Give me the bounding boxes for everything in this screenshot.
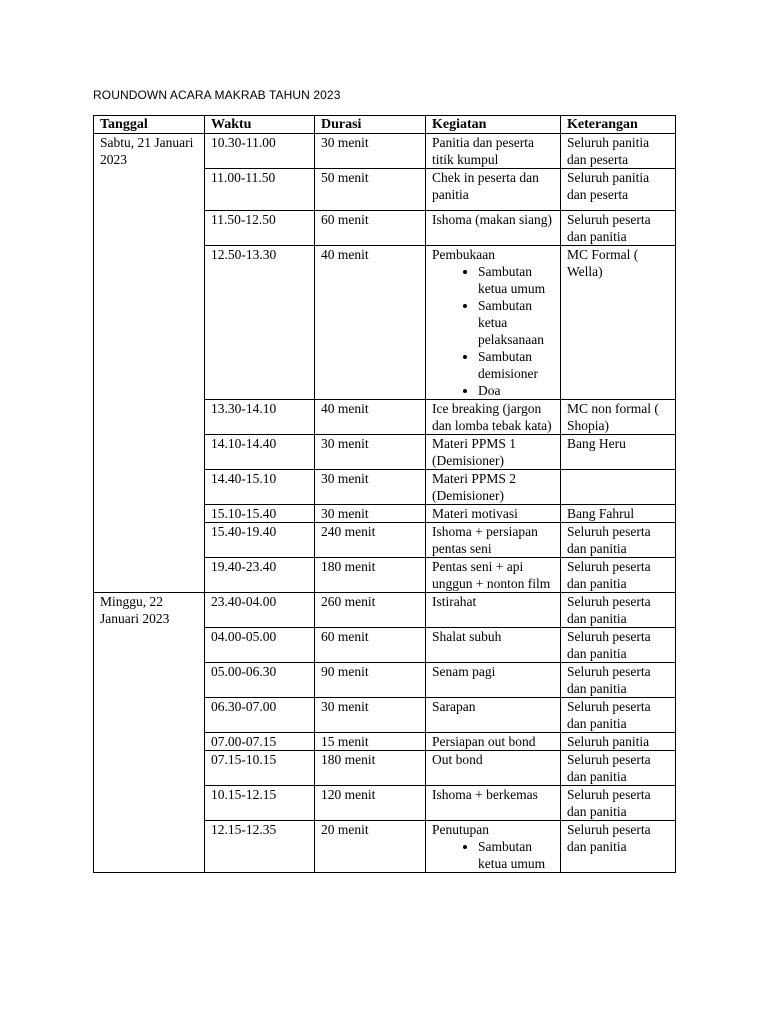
duration-cell: 90 menit [315,663,426,698]
duration-cell: 180 menit [315,558,426,593]
duration-cell: 30 menit [315,435,426,470]
duration-cell: 40 menit [315,246,426,400]
note-cell: Seluruh peserta dan panitia [561,211,676,246]
table-row [94,593,676,628]
activity-label: Pembukaan [432,247,495,262]
table-row [94,134,676,169]
list-item: • Sambutan ketua umum [478,263,554,297]
activity-cell [426,821,561,873]
note-cell: Seluruh peserta dan panitia [561,821,676,873]
activity-cell: Ishoma (makan siang) [426,211,561,246]
activity-cell: Persiapan out bond [426,733,561,751]
note-cell: MC Formal ( Wella) [561,246,676,400]
header-kegiatan: Kegiatan [426,116,561,134]
duration-cell: 30 menit [315,134,426,169]
note-cell: Seluruh peserta dan panitia [561,558,676,593]
header-tanggal: Tanggal [94,116,205,134]
activity-cell: Pentas seni + api unggun + nonton film [426,558,561,593]
time-cell: 10.15-12.15 [205,786,315,821]
time-cell: 07.15-10.15 [205,751,315,786]
list-item: • Sambutan demisioner [478,348,554,382]
time-cell: 07.00-07.15 [205,733,315,751]
duration-cell: 30 menit [315,698,426,733]
activity-cell: Ishoma + berkemas [426,786,561,821]
activity-bullet-list [432,263,554,399]
duration-cell: 180 menit [315,751,426,786]
list-item: • Doa [478,382,554,399]
activity-cell: Shalat subuh [426,628,561,663]
note-cell: Bang Fahrul [561,505,676,523]
activity-cell: Out bond [426,751,561,786]
time-cell: 23.40-04.00 [205,593,315,628]
time-cell: 05.00-06.30 [205,663,315,698]
duration-cell: 60 menit [315,211,426,246]
time-cell: 15.40-19.40 [205,523,315,558]
time-cell: 14.40-15.10 [205,470,315,505]
time-cell: 14.10-14.40 [205,435,315,470]
activity-bullet-list [432,838,554,872]
list-item: • Sambutan ketua pelaksanaan [478,297,554,348]
activity-cell: Chek in peserta dan panitia [426,169,561,211]
time-cell: 15.10-15.40 [205,505,315,523]
activity-cell [426,246,561,400]
note-cell: Seluruh panitia dan peserta [561,134,676,169]
time-cell: 06.30-07.00 [205,698,315,733]
activity-cell: Materi motivasi [426,505,561,523]
duration-cell: 20 menit [315,821,426,873]
time-cell: 10.30-11.00 [205,134,315,169]
note-cell: Seluruh panitia [561,733,676,751]
activity-label: Penutupan [432,822,489,837]
duration-cell: 15 menit [315,733,426,751]
time-cell: 04.00-05.00 [205,628,315,663]
duration-cell: 240 menit [315,523,426,558]
duration-cell: 40 menit [315,400,426,435]
note-cell: Seluruh peserta dan panitia [561,628,676,663]
note-cell: Seluruh peserta dan panitia [561,698,676,733]
activity-cell: Materi PPMS 2 (Demisioner) [426,470,561,505]
activity-cell: Istirahat [426,593,561,628]
date-cell: Sabtu, 21 Januari 2023 [94,134,205,593]
header-durasi: Durasi [315,116,426,134]
duration-cell: 50 menit [315,169,426,211]
note-cell: Seluruh peserta dan panitia [561,786,676,821]
activity-cell: Materi PPMS 1 (Demisioner) [426,435,561,470]
time-cell: 11.50-12.50 [205,211,315,246]
note-cell: Seluruh peserta dan panitia [561,663,676,698]
activity-cell: Sarapan [426,698,561,733]
duration-cell: 260 menit [315,593,426,628]
rundown-table [93,115,676,873]
duration-cell: 30 menit [315,505,426,523]
document-title: ROUNDOWN ACARA MAKRAB TAHUN 2023 [93,88,341,102]
duration-cell: 120 menit [315,786,426,821]
header-keterangan: Keterangan [561,116,676,134]
activity-cell: Ice breaking (jargon dan lomba tebak kata) [426,400,561,435]
date-cell: Minggu, 22 Januari 2023 [94,593,205,873]
time-cell: 13.30-14.10 [205,400,315,435]
note-cell [561,470,676,505]
note-cell: Seluruh panitia dan peserta [561,169,676,211]
activity-cell: Senam pagi [426,663,561,698]
header-waktu: Waktu [205,116,315,134]
time-cell: 12.15-12.35 [205,821,315,873]
note-cell: Bang Heru [561,435,676,470]
activity-cell: Ishoma + persiapan pentas seni [426,523,561,558]
note-cell: Seluruh peserta dan panitia [561,523,676,558]
time-cell: 12.50-13.30 [205,246,315,400]
time-cell: 11.00-11.50 [205,169,315,211]
duration-cell: 30 menit [315,470,426,505]
note-cell: MC non formal ( Shopia) [561,400,676,435]
list-item: • Sambutan ketua umum [478,838,554,872]
duration-cell: 60 menit [315,628,426,663]
note-cell: Seluruh peserta dan panitia [561,751,676,786]
time-cell: 19.40-23.40 [205,558,315,593]
table-body [94,134,676,873]
table-header-row [94,116,676,134]
note-cell: Seluruh peserta dan panitia [561,593,676,628]
activity-cell: Panitia dan peserta titik kumpul [426,134,561,169]
